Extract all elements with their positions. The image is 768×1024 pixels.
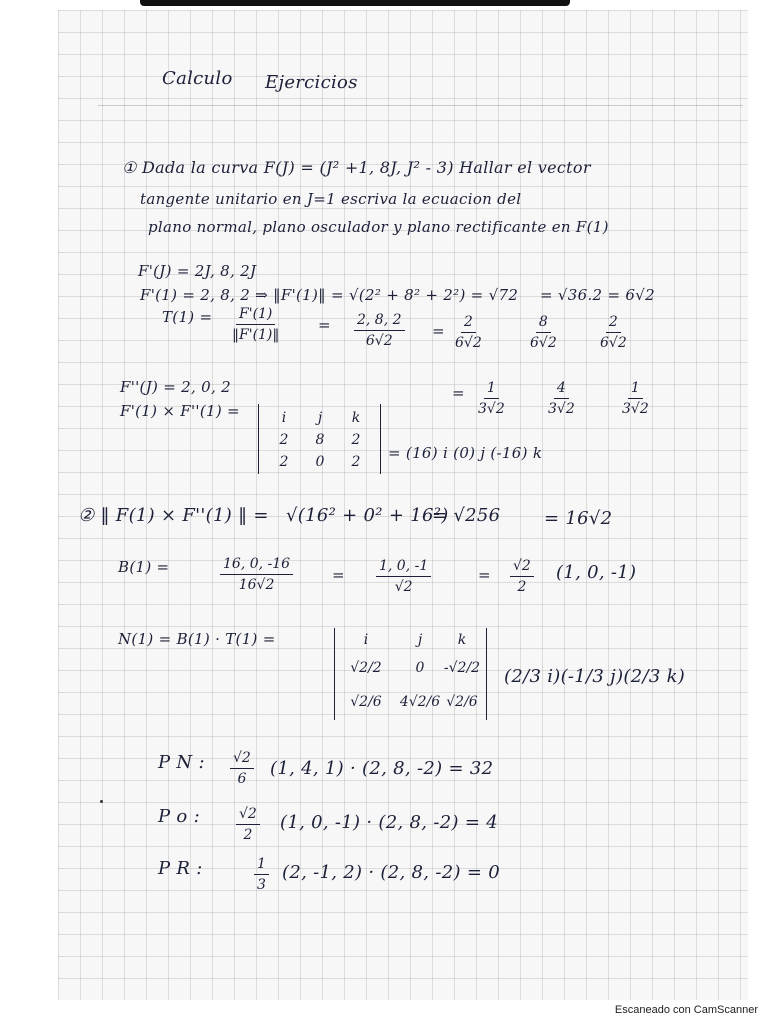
T-comp-2 xyxy=(530,314,557,351)
stray-mark xyxy=(100,800,103,803)
T-frac2-den: 6√2 xyxy=(365,333,393,349)
PR-fraction xyxy=(254,856,269,893)
top-edge-bar xyxy=(140,0,570,6)
cross-product-result: = (16) i (0) j (-16) k xyxy=(388,444,543,462)
first-derivative: F'(J) = 2J, 8, 2J xyxy=(138,262,257,280)
norm-sqrt: √(16² + 0² + 16²) xyxy=(286,505,449,526)
T-r3-den: 3√2 xyxy=(622,401,649,417)
T-r2-num: 4 xyxy=(554,380,569,399)
m2-r2-c1: √2/2 xyxy=(350,660,382,676)
m2-r1-c1: i xyxy=(363,632,369,648)
B-f1-den: 16√2 xyxy=(238,577,275,593)
m1-r2-c2: 8 xyxy=(315,432,325,448)
derivative-at-1: F'(1) = 2, 8, 2 ⇒ ‖F'(1)‖ = √(2² + 8² + 2²) = √72 xyxy=(140,286,519,304)
norm-simplified: = √36.2 = 6√2 xyxy=(540,286,655,304)
norm-label: ② ‖ F(1) × F''(1) ‖ = xyxy=(78,505,269,526)
PO-fraction xyxy=(236,806,260,843)
cross-product-label: F'(1) × F''(1) = xyxy=(120,402,240,420)
PN-expression: (1, 4, 1) · (2, 8, -2) = 32 xyxy=(270,758,494,779)
T-fraction-2 xyxy=(354,312,405,349)
problem-line-2: tangente unitario en J=1 escriva la ecuacion del xyxy=(140,190,522,208)
T-c2-num: 8 xyxy=(536,314,551,333)
PO-frac-den: 2 xyxy=(243,827,253,843)
m1-r3-c3: 2 xyxy=(351,454,361,470)
T-c1-num: 2 xyxy=(461,314,476,333)
m1-r2-c1: 2 xyxy=(279,432,289,448)
T-r1-num: 1 xyxy=(484,380,499,399)
T-comp-1 xyxy=(455,314,482,351)
T-c1-den: 6√2 xyxy=(455,335,482,351)
m1-r1-c2: j xyxy=(317,410,323,426)
T-c2-den: 6√2 xyxy=(530,335,557,351)
T-result-2 xyxy=(548,380,575,417)
T-r2-den: 3√2 xyxy=(548,401,575,417)
T-fraction xyxy=(232,306,279,343)
B-vector: (1, 0, -1) xyxy=(556,562,637,583)
PN-frac-den: 6 xyxy=(237,771,247,787)
T-comp-3 xyxy=(600,314,627,351)
m2-r2-c3: -√2/2 xyxy=(443,660,481,676)
m1-r1-c3: k xyxy=(351,410,361,426)
norm-equals: = √256 xyxy=(432,505,501,526)
PR-label: P R : xyxy=(158,858,203,879)
T-result-3 xyxy=(622,380,649,417)
m2-r3-c1: √2/6 xyxy=(350,694,382,710)
B-equals-2: = xyxy=(478,566,491,584)
B-equals-1: = xyxy=(332,566,345,584)
T-r3-num: 1 xyxy=(628,380,643,399)
B-f2-den: √2 xyxy=(394,579,413,595)
B-f2-num: 1, 0, -1 xyxy=(376,558,431,577)
PO-label: P o : xyxy=(158,806,200,827)
B-f3-num: √2 xyxy=(510,558,534,577)
B-f1-num: 16, 0, -16 xyxy=(220,556,293,575)
m2-r3-c2: 4√2/6 xyxy=(399,694,441,710)
T-frac-den: ‖F'(1)‖ xyxy=(232,327,280,343)
header-divider xyxy=(98,105,743,106)
T-equals-1: = xyxy=(318,316,331,334)
B-fraction-3 xyxy=(510,558,534,595)
determinant-2-left-bar xyxy=(334,628,335,720)
scanner-watermark: Escaneado con CamScanner xyxy=(614,1004,758,1016)
m2-r3-c3: √2/6 xyxy=(446,694,478,710)
PR-frac-num: 1 xyxy=(254,856,269,875)
PN-frac-num: √2 xyxy=(230,750,254,769)
problem-line-3: plano normal, plano osculador y plano rectificante en F(1) xyxy=(148,218,609,236)
m1-r3-c2: 0 xyxy=(315,454,325,470)
m2-r2-c2: 0 xyxy=(415,660,425,676)
B-fraction-1 xyxy=(220,556,293,593)
B-label: B(1) = xyxy=(118,558,170,576)
N-result: (2/3 i)(-1/3 j)(2/3 k) xyxy=(504,666,686,687)
second-derivative: F''(J) = 2, 0, 2 xyxy=(120,378,231,396)
m1-r1-c1: i xyxy=(281,410,287,426)
page-title: Ejercicios xyxy=(265,72,358,93)
subject-label: Calculo xyxy=(162,68,233,89)
m1-r3-c1: 2 xyxy=(279,454,289,470)
T-result-1 xyxy=(478,380,505,417)
problem-line-1: ① Dada la curva F(J) = (J² +1, 8J, J² - 3) Hallar el vector xyxy=(122,158,591,177)
PR-frac-den: 3 xyxy=(257,877,266,893)
T-label: T(1) = xyxy=(162,308,213,326)
PO-expression: (1, 0, -1) · (2, 8, -2) = 4 xyxy=(280,812,498,833)
T-c3-num: 2 xyxy=(606,314,621,333)
N-label: N(1) = B(1) · T(1) = xyxy=(118,630,276,648)
T-frac-num: F'(1) xyxy=(236,306,275,325)
T-frac2-num: 2, 8, 2 xyxy=(354,312,405,331)
PR-expression: (2, -1, 2) · (2, 8, -2) = 0 xyxy=(282,862,500,883)
B-f3-den: 2 xyxy=(517,579,527,595)
norm-result: = 16√2 xyxy=(544,508,613,529)
PN-fraction xyxy=(230,750,254,787)
m2-r1-c2: j xyxy=(417,632,423,648)
m1-r2-c3: 2 xyxy=(351,432,361,448)
m2-r1-c3: k xyxy=(457,632,467,648)
B-fraction-2 xyxy=(376,558,431,595)
PO-frac-num: √2 xyxy=(236,806,260,825)
T-r1-den: 3√2 xyxy=(478,401,505,417)
T-equals-3: = xyxy=(452,384,465,402)
T-equals-2: = xyxy=(432,322,445,340)
T-c3-den: 6√2 xyxy=(600,335,627,351)
PN-label: P N : xyxy=(158,752,205,773)
